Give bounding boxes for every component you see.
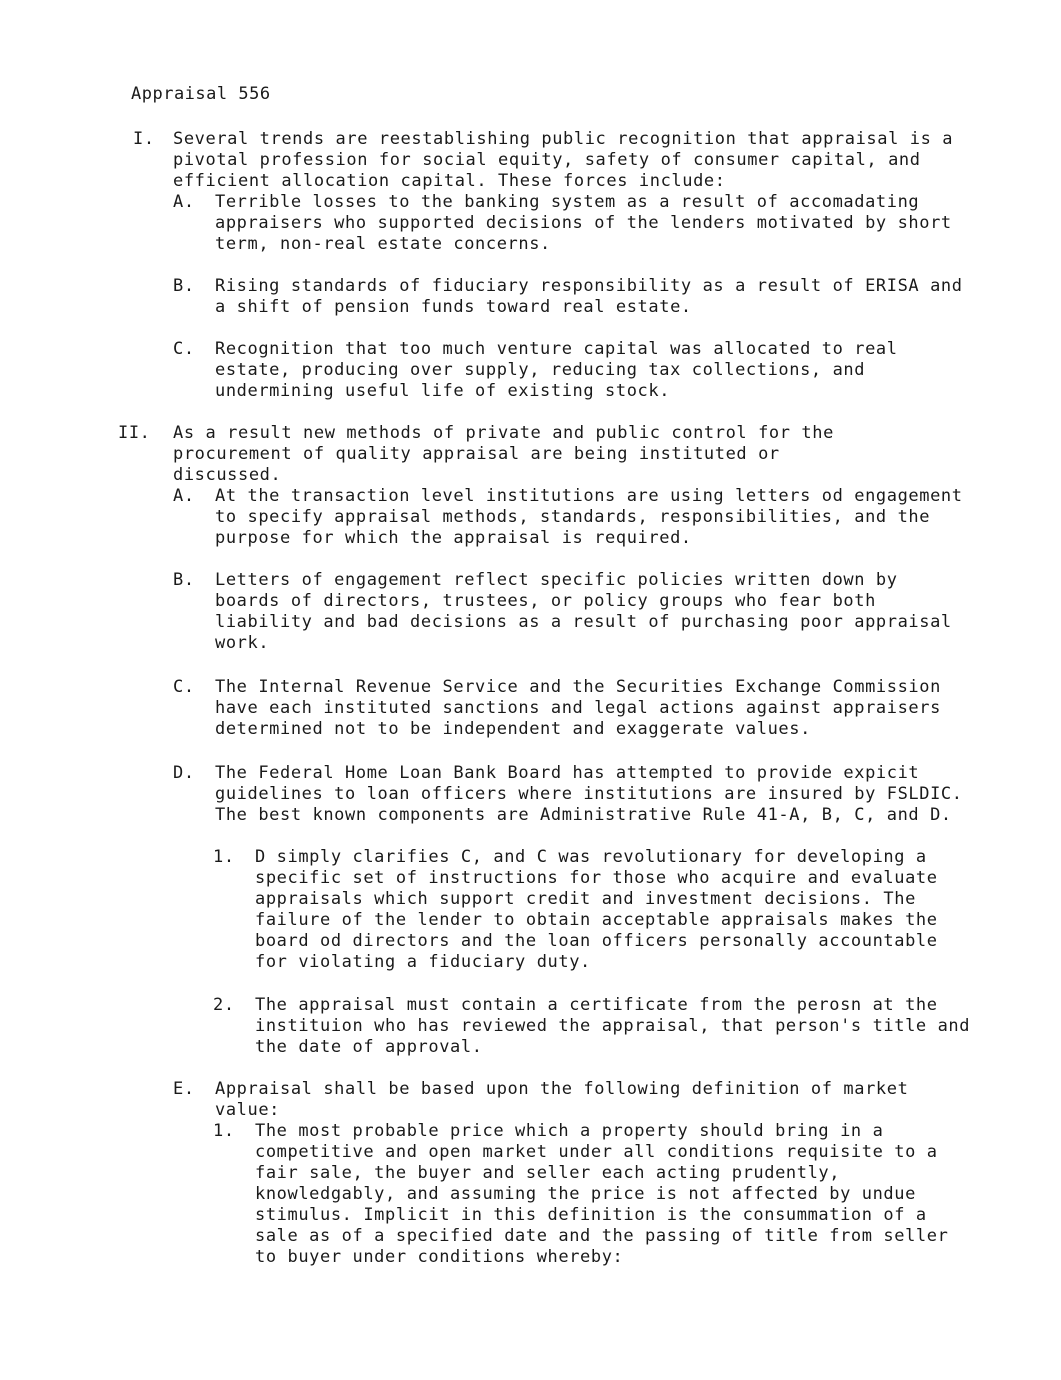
item-ii-a-text: At the transaction level institutions are using letters od engagement to specify appraisal methods, standards, responsibilities, and the purpose for which the appraisal is required. (215, 486, 963, 548)
subitem-marker-ii-d-2: 2. (213, 995, 235, 1015)
item-ii-b-text: Letters of engagement reflect specific policies written down by boards of directors, trustees, or policy groups who fear both liability and bad decisions as a result of purchasing poor appraisal work. (215, 570, 952, 653)
item-marker-i-b: B. (173, 276, 195, 296)
section-i-text: Several trends are reestablishing public recognition that appraisal is a pivotal profession for social equity, safety of consumer capital, and efficient allocation capital. These forces include: (173, 129, 954, 191)
item-marker-ii-e: E. (173, 1079, 195, 1099)
item-ii-d-text: The Federal Home Loan Bank Board has attempted to provide expicit guidelines to loan officers where institutions are insured by FSLDIC. The best known components are Administrative Rule 41-A, B, C, and D. (215, 763, 963, 825)
item-marker-ii-b: B. (173, 570, 195, 590)
section-ii-text: As a result new methods of private and public control for the procurement of quality appraisal are being instituted or discussed. (173, 423, 834, 485)
item-marker-ii-c: C. (173, 677, 195, 697)
item-ii-e-text: Appraisal shall be based upon the following definition of market value: (215, 1079, 909, 1120)
subitem-marker-ii-e-1: 1. (213, 1121, 235, 1141)
subitem-ii-d-2-text: The appraisal must contain a certificate from the perosn at the instituion who has reviewed the appraisal, that person's title and the date of approval. (255, 995, 971, 1057)
item-i-c-text: Recognition that too much venture capital was allocated to real estate, producing over supply, reducing tax collections, and undermining useful life of existing stock. (215, 339, 898, 401)
item-marker-ii-d: D. (173, 763, 195, 783)
subitem-ii-e-1-text: The most probable price which a property should bring in a competitive and open market under all conditions requisite to a fair sale, the buyer and seller each acting prudently, knowledgably, and assuming the price is not affected by undue stimulus. Implicit in this definition is the consummation of a sale as of a specified date and the passing of title from seller to buyer under conditions whereby: (255, 1121, 949, 1267)
item-marker-i-a: A. (173, 192, 195, 212)
item-ii-c-text: The Internal Revenue Service and the Securities Exchange Commission have each instituted sanctions and legal actions against appraisers determined not to be independent and exaggerate values. (215, 677, 941, 739)
section-marker-ii: II. (118, 423, 151, 443)
item-i-a-text: Terrible losses to the banking system as a result of accomadating appraisers who supported decisions of the lenders motivated by short term, non-real estate concerns. (215, 192, 952, 254)
section-marker-i: I. (133, 129, 155, 149)
page-header: Appraisal 556 (131, 84, 271, 104)
subitem-marker-ii-d-1: 1. (213, 847, 235, 867)
item-marker-i-c: C. (173, 339, 195, 359)
item-i-b-text: Rising standards of fiduciary responsibility as a result of ERISA and a shift of pension funds toward real estate. (215, 276, 963, 317)
item-marker-ii-a: A. (173, 486, 195, 506)
subitem-ii-d-1-text: D simply clarifies C, and C was revolutionary for developing a specific set of instructions for those who acquire and evaluate appraisals which support credit and investment decisions. The failure of the lender to obtain acceptable appraisals makes the board od directors and the loan officers personally accountable for violating a fiduciary duty. (255, 847, 938, 972)
